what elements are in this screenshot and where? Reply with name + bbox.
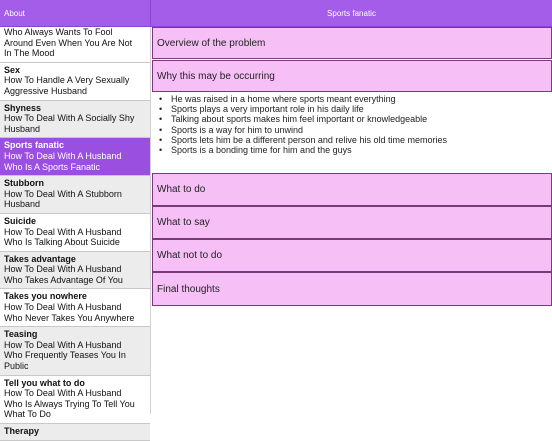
- sidebar-item[interactable]: [0, 424, 150, 441]
- sidebar-item-subtitle: In The Mood: [4, 48, 55, 59]
- reason-item: • Sports is a bonding time for him and the guys: [157, 145, 547, 155]
- sidebar-item[interactable]: [0, 376, 150, 424]
- sidebar-item-subtitle: Who Never Takes You Anywhere: [4, 312, 135, 323]
- sidebar-item-title: Sports fanatic: [4, 140, 65, 151]
- section-why[interactable]: [152, 60, 552, 92]
- reason-item: • Sports plays a very important role in his daily life: [157, 104, 547, 114]
- sidebar-item-subtitle: Who Frequently Teases You In: [4, 350, 126, 361]
- sidebar-item-subtitle: Who Is Talking About Suicide: [4, 237, 120, 248]
- reason-item: • Sports lets him be a different person and relive his old time memories: [157, 135, 547, 145]
- sidebar-item[interactable]: [0, 289, 150, 327]
- sidebar-item-subtitle: Who Always Wants To Fool: [4, 27, 113, 37]
- sidebar-item-title: Takes you nowhere: [4, 291, 87, 302]
- sidebar-item-title: Stubborn: [4, 178, 44, 189]
- sidebar-item[interactable]: [0, 176, 150, 214]
- section-what-to-do-label: What to do: [157, 184, 206, 195]
- sidebar-item[interactable]: [0, 252, 150, 290]
- sidebar-item-subtitle: How To Deal With A Husband: [4, 226, 122, 237]
- sidebar-item-subtitle: Who Is Always Trying To Tell You: [4, 398, 135, 409]
- detail-pane: [151, 27, 552, 414]
- sidebar-item-title: Suicide: [4, 215, 37, 226]
- sidebar-item[interactable]: [0, 27, 150, 63]
- sidebar-item-title: Shyness: [4, 102, 42, 113]
- section-final-thoughts[interactable]: [152, 272, 552, 306]
- section-what-to-say-label: What to say: [157, 217, 210, 228]
- sidebar-item-subtitle: How To Deal With A Socially Shy: [4, 113, 135, 124]
- section-final-thoughts-label: Final thoughts: [157, 283, 220, 295]
- sidebar-item-title: Takes advantage: [4, 253, 76, 264]
- sidebar-item-subtitle: Husband: [4, 123, 41, 134]
- sidebar-item-title: Sex: [4, 64, 21, 75]
- topic-list[interactable]: [0, 27, 151, 436]
- sidebar-item-subtitle: How To Deal With A Husband: [4, 264, 122, 275]
- section-overview[interactable]: [152, 27, 552, 59]
- sidebar-header-title: About: [4, 8, 25, 18]
- section-what-not-to-do[interactable]: [152, 239, 552, 272]
- sidebar-item[interactable]: [0, 63, 150, 101]
- sidebar-item-title: Therapy: [4, 426, 40, 436]
- sidebar-item-title: Tell you what to do: [4, 377, 85, 388]
- sidebar-item-subtitle: Around Even When You Are Not: [4, 37, 133, 48]
- sidebar-item-subtitle: How To Deal With A Husband: [4, 339, 122, 350]
- sidebar-item-subtitle: How To Deal With A Husband: [4, 302, 122, 313]
- sidebar-item-subtitle: Public: [4, 361, 29, 372]
- sidebar-item-subtitle: Who Takes Advantage Of You: [4, 274, 123, 285]
- detail-header-title: Sports fanatic: [327, 8, 376, 18]
- sidebar-item-subtitle: Aggressive Husband: [4, 85, 88, 96]
- reason-item: • Sports is a way for him to unwind: [157, 125, 547, 135]
- section-what-to-say[interactable]: [152, 206, 552, 239]
- section-what-not-to-do-label: What not to do: [157, 250, 223, 261]
- section-what-to-do[interactable]: [152, 173, 552, 206]
- sidebar-item-title: Teasing: [4, 329, 38, 340]
- sidebar-item[interactable]: [0, 327, 150, 375]
- reason-item: • Talking about sports makes him feel important or knowledgeable: [157, 114, 547, 124]
- sidebar-item-subtitle: How To Deal With A Stubborn: [4, 188, 122, 199]
- sidebar-item[interactable]: [0, 101, 150, 139]
- sidebar-item-subtitle: How To Handle A Very Sexually: [4, 75, 130, 86]
- sidebar-header: [0, 0, 151, 27]
- reason-item: • He was raised in a home where sports meant everything: [157, 94, 547, 104]
- sidebar-item-subtitle: How To Deal With A Husband: [4, 388, 122, 399]
- sidebar-item-subtitle: What To Do: [4, 409, 51, 420]
- sidebar-item-subtitle: How To Deal With A Husband: [4, 150, 122, 161]
- sidebar-item-subtitle: Husband: [4, 199, 41, 210]
- reasons-list: [157, 94, 547, 155]
- sidebar-item-subtitle: Who Is A Sports Fanatic: [4, 161, 101, 172]
- section-overview-label: Overview of the problem: [157, 37, 266, 49]
- section-why-label: Why this may be occurring: [157, 70, 275, 82]
- sidebar-item[interactable]: [0, 214, 150, 252]
- detail-header: [151, 0, 552, 27]
- sidebar-item[interactable]: [0, 138, 150, 176]
